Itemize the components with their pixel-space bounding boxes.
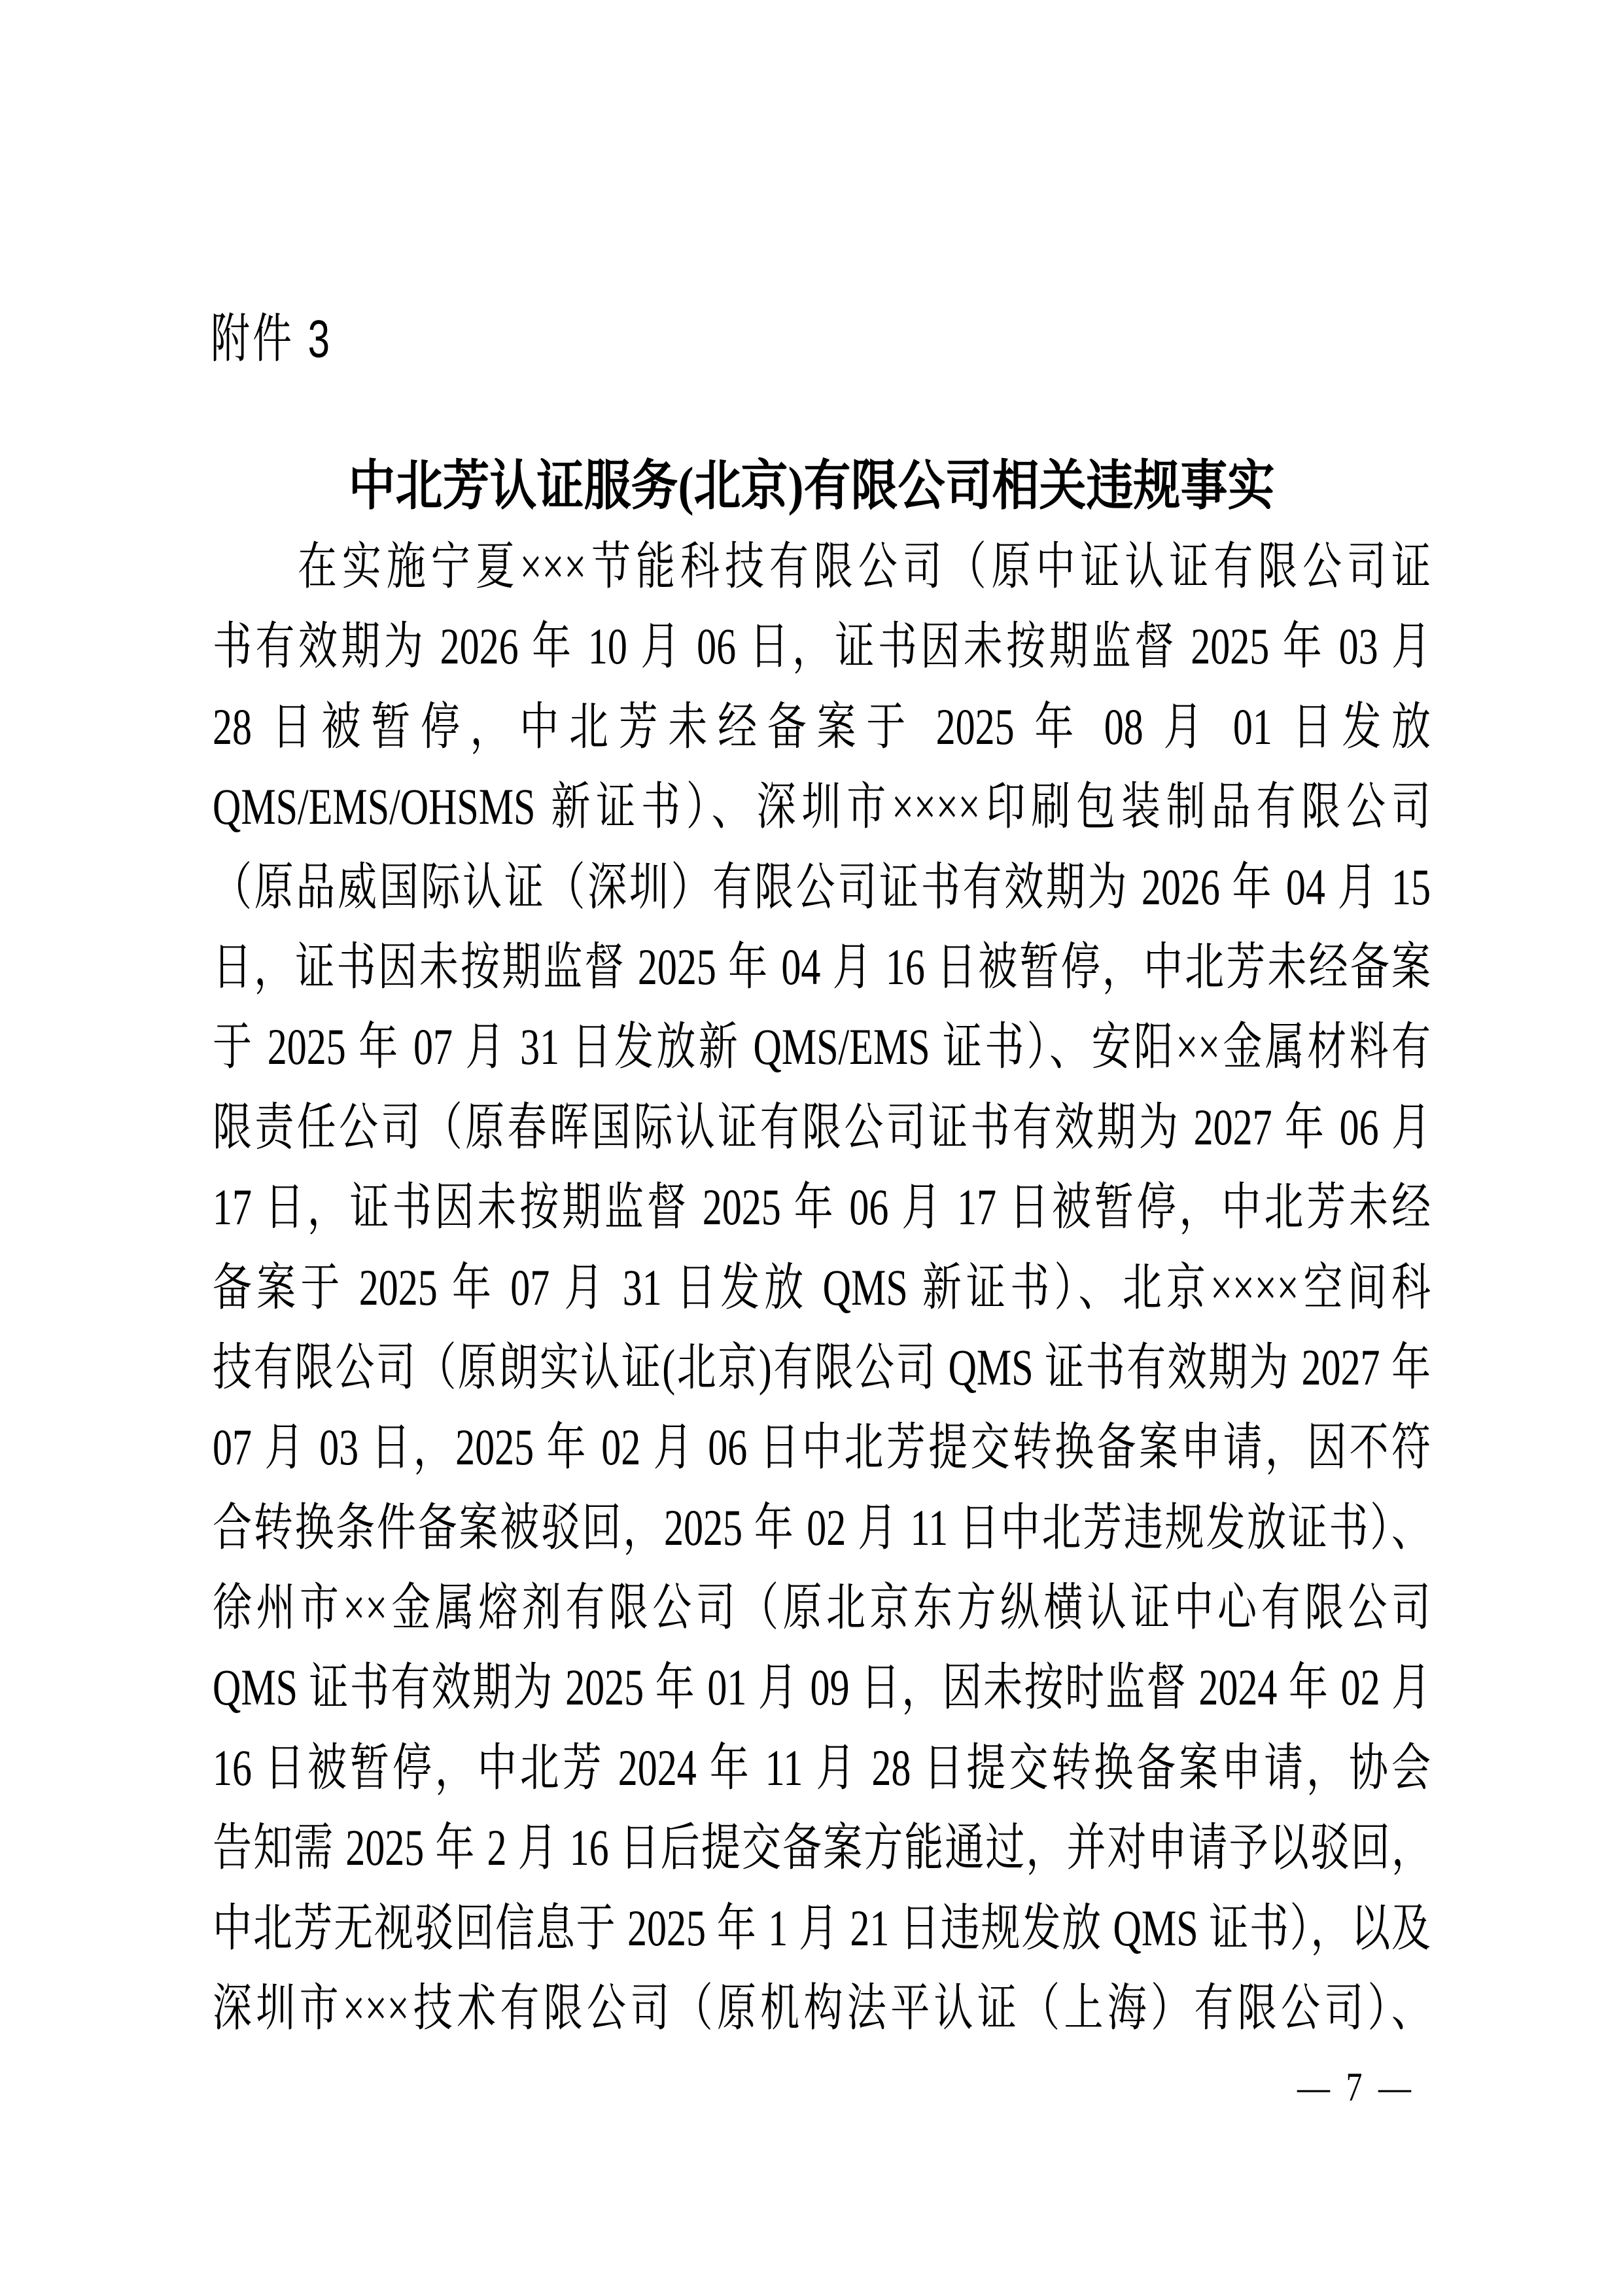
body-line: 徐州市××金属熔剂有限公司（原北京东方纵横认证中心有限公司 [213,1580,1431,1636]
body-line: 07 月 03 日，2025 年 02 月 06 日中北芳提交转换备案申请，因不符 [213,1419,1431,1476]
body-line: 17 日，证书因未按期监督 2025 年 06 月 17 日被暂停，中北芳未经 [213,1179,1431,1235]
body-line: 于 2025 年 07 月 31 日发放新 QMS/EMS 证书）、安阳××金属材料有 [213,1019,1431,1076]
body-line: 中北芳无视驳回信息于 2025 年 1 月 21 日违规发放 QMS 证书），以及 [213,1899,1431,1956]
body-line: 16 日被暂停，中北芳 2024 年 11 月 28 日提交转换备案申请，协会 [213,1739,1431,1796]
body-line: 告知需 2025 年 2 月 16 日后提交备案方能通过，并对申请予以驳回， [213,1820,1431,1877]
body-line: 书有效期为 2026 年 10 月 06 日，证书因未按期监督 2025 年 03 月 [213,618,1431,675]
body-line: QMS 证书有效期为 2025 年 01 月 09 日，因未按时监督 2024 年 02 月 [213,1659,1431,1716]
body-line: 深圳市×××技术有限公司（原机构法平认证（上海）有限公司）、 [213,1980,1431,2036]
attachment-label: 附件 3 [211,309,333,369]
body-line: 技有限公司（原朗实认证(北京)有限公司 QMS 证书有效期为 2027 年 [213,1339,1431,1396]
body-line: 28 日被暂停，中北芳未经备案于 2025 年 08 月 01 日发放 [213,698,1431,755]
body-line: 在实施宁夏×××节能科技有限公司（原中证认证有限公司证 [298,539,1431,595]
page-number-footer: — 7 — [1297,2064,1415,2110]
body-line: 合转换条件备案被驳回，2025 年 02 月 11 日中北芳违规发放证书）、 [213,1499,1431,1556]
body-line: 备案于 2025 年 07 月 31 日发放 QMS 新证书）、北京××××空间科 [213,1259,1431,1316]
body-line: 限责任公司（原春晖国际认证有限公司证书有效期为 2027 年 06 月 [213,1099,1431,1156]
body-line: QMS/EMS/OHSMS 新证书）、深圳市××××印刷包装制品有限公司 [213,779,1431,836]
body-line: （原品威国际认证（深圳）有限公司证书有效期为 2026 年 04 月 15 [213,858,1431,915]
body-paragraph [213,527,1431,2048]
document-title: 中北芳认证服务(北京)有限公司相关违规事实 [348,455,1275,516]
body-line: 日，证书因未按期监督 2025 年 04 月 16 日被暂停，中北芳未经备案 [213,938,1431,995]
